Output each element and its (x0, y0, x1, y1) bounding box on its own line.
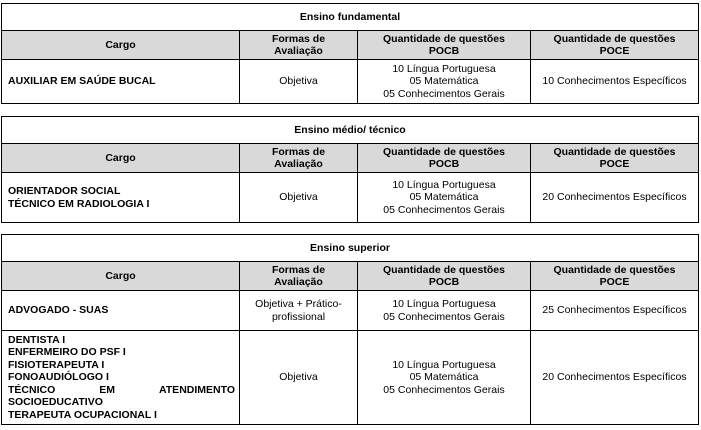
cell-line: 20 Conhecimentos Específicos (542, 191, 687, 204)
header-cargo: Cargo (2, 31, 240, 60)
header-cargo: Cargo (2, 144, 240, 173)
table-row (2, 291, 699, 331)
cell-line: DENTISTA I (8, 333, 66, 346)
header-line: Quantidade de questões (383, 263, 505, 276)
cell-line: Objetiva + Prático- (255, 298, 342, 310)
cell-line: AUXILIAR EM SAÚDE BUCAL (8, 75, 156, 88)
table-title: Ensino superior (2, 235, 699, 262)
cell-poce (531, 291, 699, 331)
header-line: Quantidade de questões (553, 145, 676, 158)
header-formas (240, 31, 358, 60)
cell-line: 05 Matemática (409, 191, 479, 204)
cell-line: ORIENTADOR SOCIAL (8, 185, 121, 197)
cell-line: 05 Conhecimentos Gerais (383, 203, 505, 216)
cell-word: TÉCNICO (8, 383, 56, 396)
header-line: Avaliação (274, 276, 323, 288)
cell-line: 05 Matemática (409, 75, 479, 88)
cell-line: SOCIOEDUCATIVO (8, 396, 103, 409)
table-title: Ensino fundamental (2, 4, 699, 31)
cell-line: 10 Conhecimentos Específicos (542, 75, 687, 88)
header-cargo: Cargo (2, 262, 240, 291)
header-line: Quantidade de questões (553, 263, 676, 276)
header-line: Formas de (271, 145, 326, 158)
cell-word: EM (99, 383, 115, 396)
header-line: POCB (428, 45, 460, 57)
table-ensino-fundamental (1, 3, 699, 104)
header-line: Quantidade de questões (383, 145, 505, 158)
header-line: POCE (599, 276, 630, 288)
cell-line: ADVOGADO - SUAS (8, 304, 109, 317)
header-line: POCE (599, 158, 630, 170)
cell-line (8, 384, 235, 397)
table-row (2, 331, 699, 425)
cell-line: 05 Conhecimentos Gerais (383, 383, 505, 396)
cell-forma (240, 331, 358, 425)
cell-pocb (358, 173, 531, 223)
cell-line: 25 Conhecimentos Específicos (542, 304, 687, 317)
cell-cargo (2, 60, 240, 104)
cell-line: ENFERMEIRO DO PSF I (8, 346, 126, 359)
header-line: Avaliação (274, 45, 323, 57)
cell-line: 05 Matemática (409, 371, 479, 384)
table-row (2, 173, 699, 223)
header-poce (531, 262, 699, 291)
cell-line: 20 Conhecimentos Específicos (542, 371, 687, 384)
cell-line: 10 Língua Portuguesa (392, 178, 496, 191)
header-line: Formas de (271, 32, 326, 45)
cell-line: 10 Língua Portuguesa (392, 62, 496, 75)
table-row (2, 60, 699, 104)
header-formas (240, 262, 358, 291)
cell-forma (240, 291, 358, 331)
header-line: POCB (428, 276, 460, 288)
cell-line: 05 Conhecimentos Gerais (383, 310, 505, 323)
cell-line: TÉCNICO EM RADIOLOGIA I (8, 197, 150, 210)
cell-line: profissional (271, 310, 326, 323)
cell-pocb (358, 60, 531, 104)
header-line: Quantidade de questões (383, 32, 505, 45)
header-line: Formas de (271, 263, 326, 276)
cell-pocb (358, 291, 531, 331)
header-poce (531, 144, 699, 173)
cell-line: 05 Conhecimentos Gerais (383, 87, 505, 100)
cell-line: FONOAUDIÓLOGO I (8, 371, 109, 384)
header-formas (240, 144, 358, 173)
cell-word: ATENDIMENTO (158, 383, 235, 396)
cell-line: 10 Língua Portuguesa (392, 298, 496, 310)
cell-cargo (2, 291, 240, 331)
header-pocb (358, 31, 531, 60)
header-pocb (358, 144, 531, 173)
header-line: Quantidade de questões (553, 32, 676, 45)
header-poce (531, 31, 699, 60)
cell-poce (531, 331, 699, 425)
header-pocb (358, 262, 531, 291)
cell-forma (240, 173, 358, 223)
header-line: Avaliação (274, 158, 323, 170)
cell-forma (240, 60, 358, 104)
cell-line: FISIOTERAPEUTA I (8, 358, 105, 371)
cell-line: 10 Língua Portuguesa (392, 358, 496, 371)
cell-cargo (2, 331, 240, 425)
cell-line: TERAPEUTA OCUPACIONAL I (8, 408, 157, 421)
cell-line: Objetiva (279, 75, 318, 88)
cell-line: Objetiva (279, 191, 318, 204)
cell-pocb (358, 331, 531, 425)
cell-poce (531, 173, 699, 223)
cell-poce (531, 60, 699, 104)
header-line: POCE (599, 45, 630, 57)
header-line: POCB (428, 158, 460, 170)
cell-cargo (2, 173, 240, 223)
table-title: Ensino médio/ técnico (2, 117, 699, 144)
table-ensino-superior (1, 234, 699, 425)
cell-line: Objetiva (279, 371, 318, 384)
table-ensino-medio (1, 116, 699, 223)
